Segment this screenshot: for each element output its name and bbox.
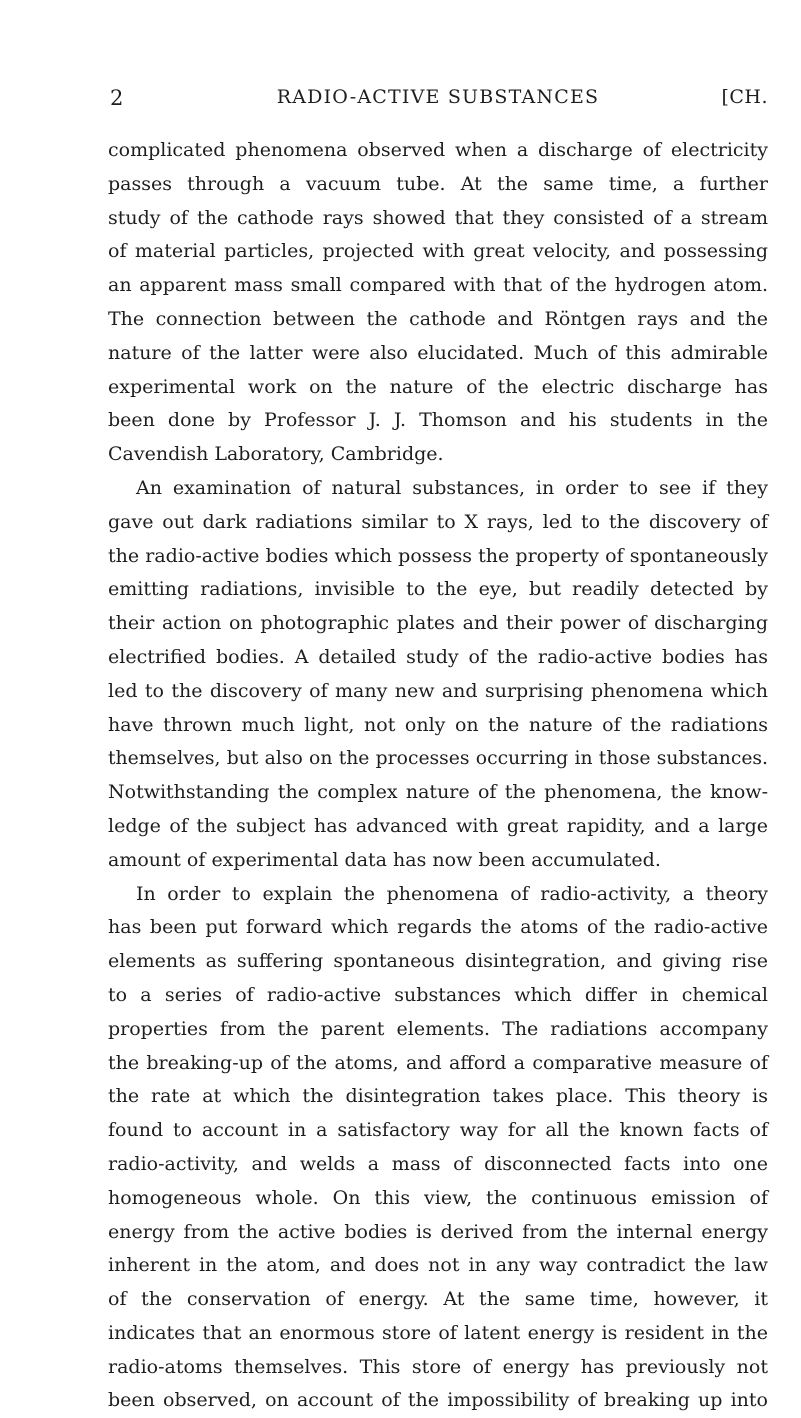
text-line: inherent in the atom, and does not in any way contradict the law xyxy=(108,1254,768,1277)
text-line: complicated phenomena observed when a discharge of electricity xyxy=(108,139,768,161)
text-line: to a series of radio-active substances which differ in chemical xyxy=(108,983,768,1006)
text-line: been observed, on account of the impossibility of breaking up into xyxy=(108,1389,768,1412)
text-line: themselves, but also on the processes occurring in those substances. xyxy=(108,748,768,770)
text-line: amount of experimental data has now been accumulated. xyxy=(108,848,661,871)
body-text xyxy=(108,134,768,1418)
text-line: ledge of the subject has advanced with great rapidity, and a large xyxy=(108,814,768,837)
text-line: been done by Professor J. J. Thomson and his students in the xyxy=(108,409,768,432)
text-line: of material particles, projected with great velocity, and possessing xyxy=(108,240,768,263)
text-line: passes through a vacuum tube. At the same time, a further xyxy=(108,172,768,195)
text-line: Cavendish Laboratory, Cambridge. xyxy=(108,443,444,466)
text-line: the breaking-up of the atoms, and afford a comparative measure of xyxy=(108,1051,768,1074)
text-line: Notwithstanding the complex nature of the phenomena, the know- xyxy=(108,781,768,804)
text-line: found to account in a satisfactory way for all the known facts of xyxy=(108,1119,768,1142)
chapter-mark: [CH. xyxy=(721,86,768,108)
text-line: An examination of natural substances, in order to see if they xyxy=(136,476,768,499)
text-line: the rate at which the disintegration takes place. This theory is xyxy=(108,1085,768,1108)
text-line: radio-atoms themselves. This store of energy has previously not xyxy=(108,1355,768,1378)
running-title: RADIO-ACTIVE SUBSTANCES xyxy=(276,86,600,108)
text-line: have thrown much light, not only on the nature of the radiations xyxy=(108,713,768,736)
running-head xyxy=(108,86,768,116)
text-line: study of the cathode rays showed that they consisted of a stream xyxy=(108,206,768,229)
page-number: 2 xyxy=(110,86,124,110)
text-line: led to the discovery of many new and surprising phenomena which xyxy=(108,679,768,702)
text-line: has been put forward which regards the atoms of the radio-active xyxy=(108,916,768,939)
text-line: an apparent mass small compared with that of the hydrogen atom. xyxy=(108,274,768,297)
text-line: their action on photographic plates and their power of discharging xyxy=(108,612,768,635)
text-line: energy from the active bodies is derived from the internal energy xyxy=(108,1220,768,1243)
text-line: experimental work on the nature of the electric discharge has xyxy=(108,375,768,398)
text-line: The connection between the cathode and Röntgen rays and the xyxy=(108,307,768,330)
text-line: homogeneous whole. On this view, the continuous emission of xyxy=(108,1186,768,1209)
text-line: In order to explain the phenomena of radio-activity, a theory xyxy=(136,882,768,905)
text-line: electrified bodies. A detailed study of the radio-active bodies has xyxy=(108,645,768,668)
text-line: of the conservation of energy. At the same time, however, it xyxy=(108,1288,768,1311)
text-line: emitting radiations, invisible to the eye, but readily detected by xyxy=(108,578,768,601)
text-line: nature of the latter were also elucidated. Much of this admirable xyxy=(108,341,768,364)
text-line: the radio-active bodies which possess the property of spontaneously xyxy=(108,544,768,567)
text-line: elements as suffering spontaneous disintegration, and giving rise xyxy=(108,950,768,973)
text-line: radio-activity, and welds a mass of disconnected facts into one xyxy=(108,1152,768,1175)
text-line: indicates that an enormous store of latent energy is resident in the xyxy=(108,1321,768,1344)
text-line: properties from the parent elements. The radiations accompany xyxy=(108,1017,768,1040)
text-line: gave out dark radiations similar to X rays, led to the discovery of xyxy=(108,510,768,533)
